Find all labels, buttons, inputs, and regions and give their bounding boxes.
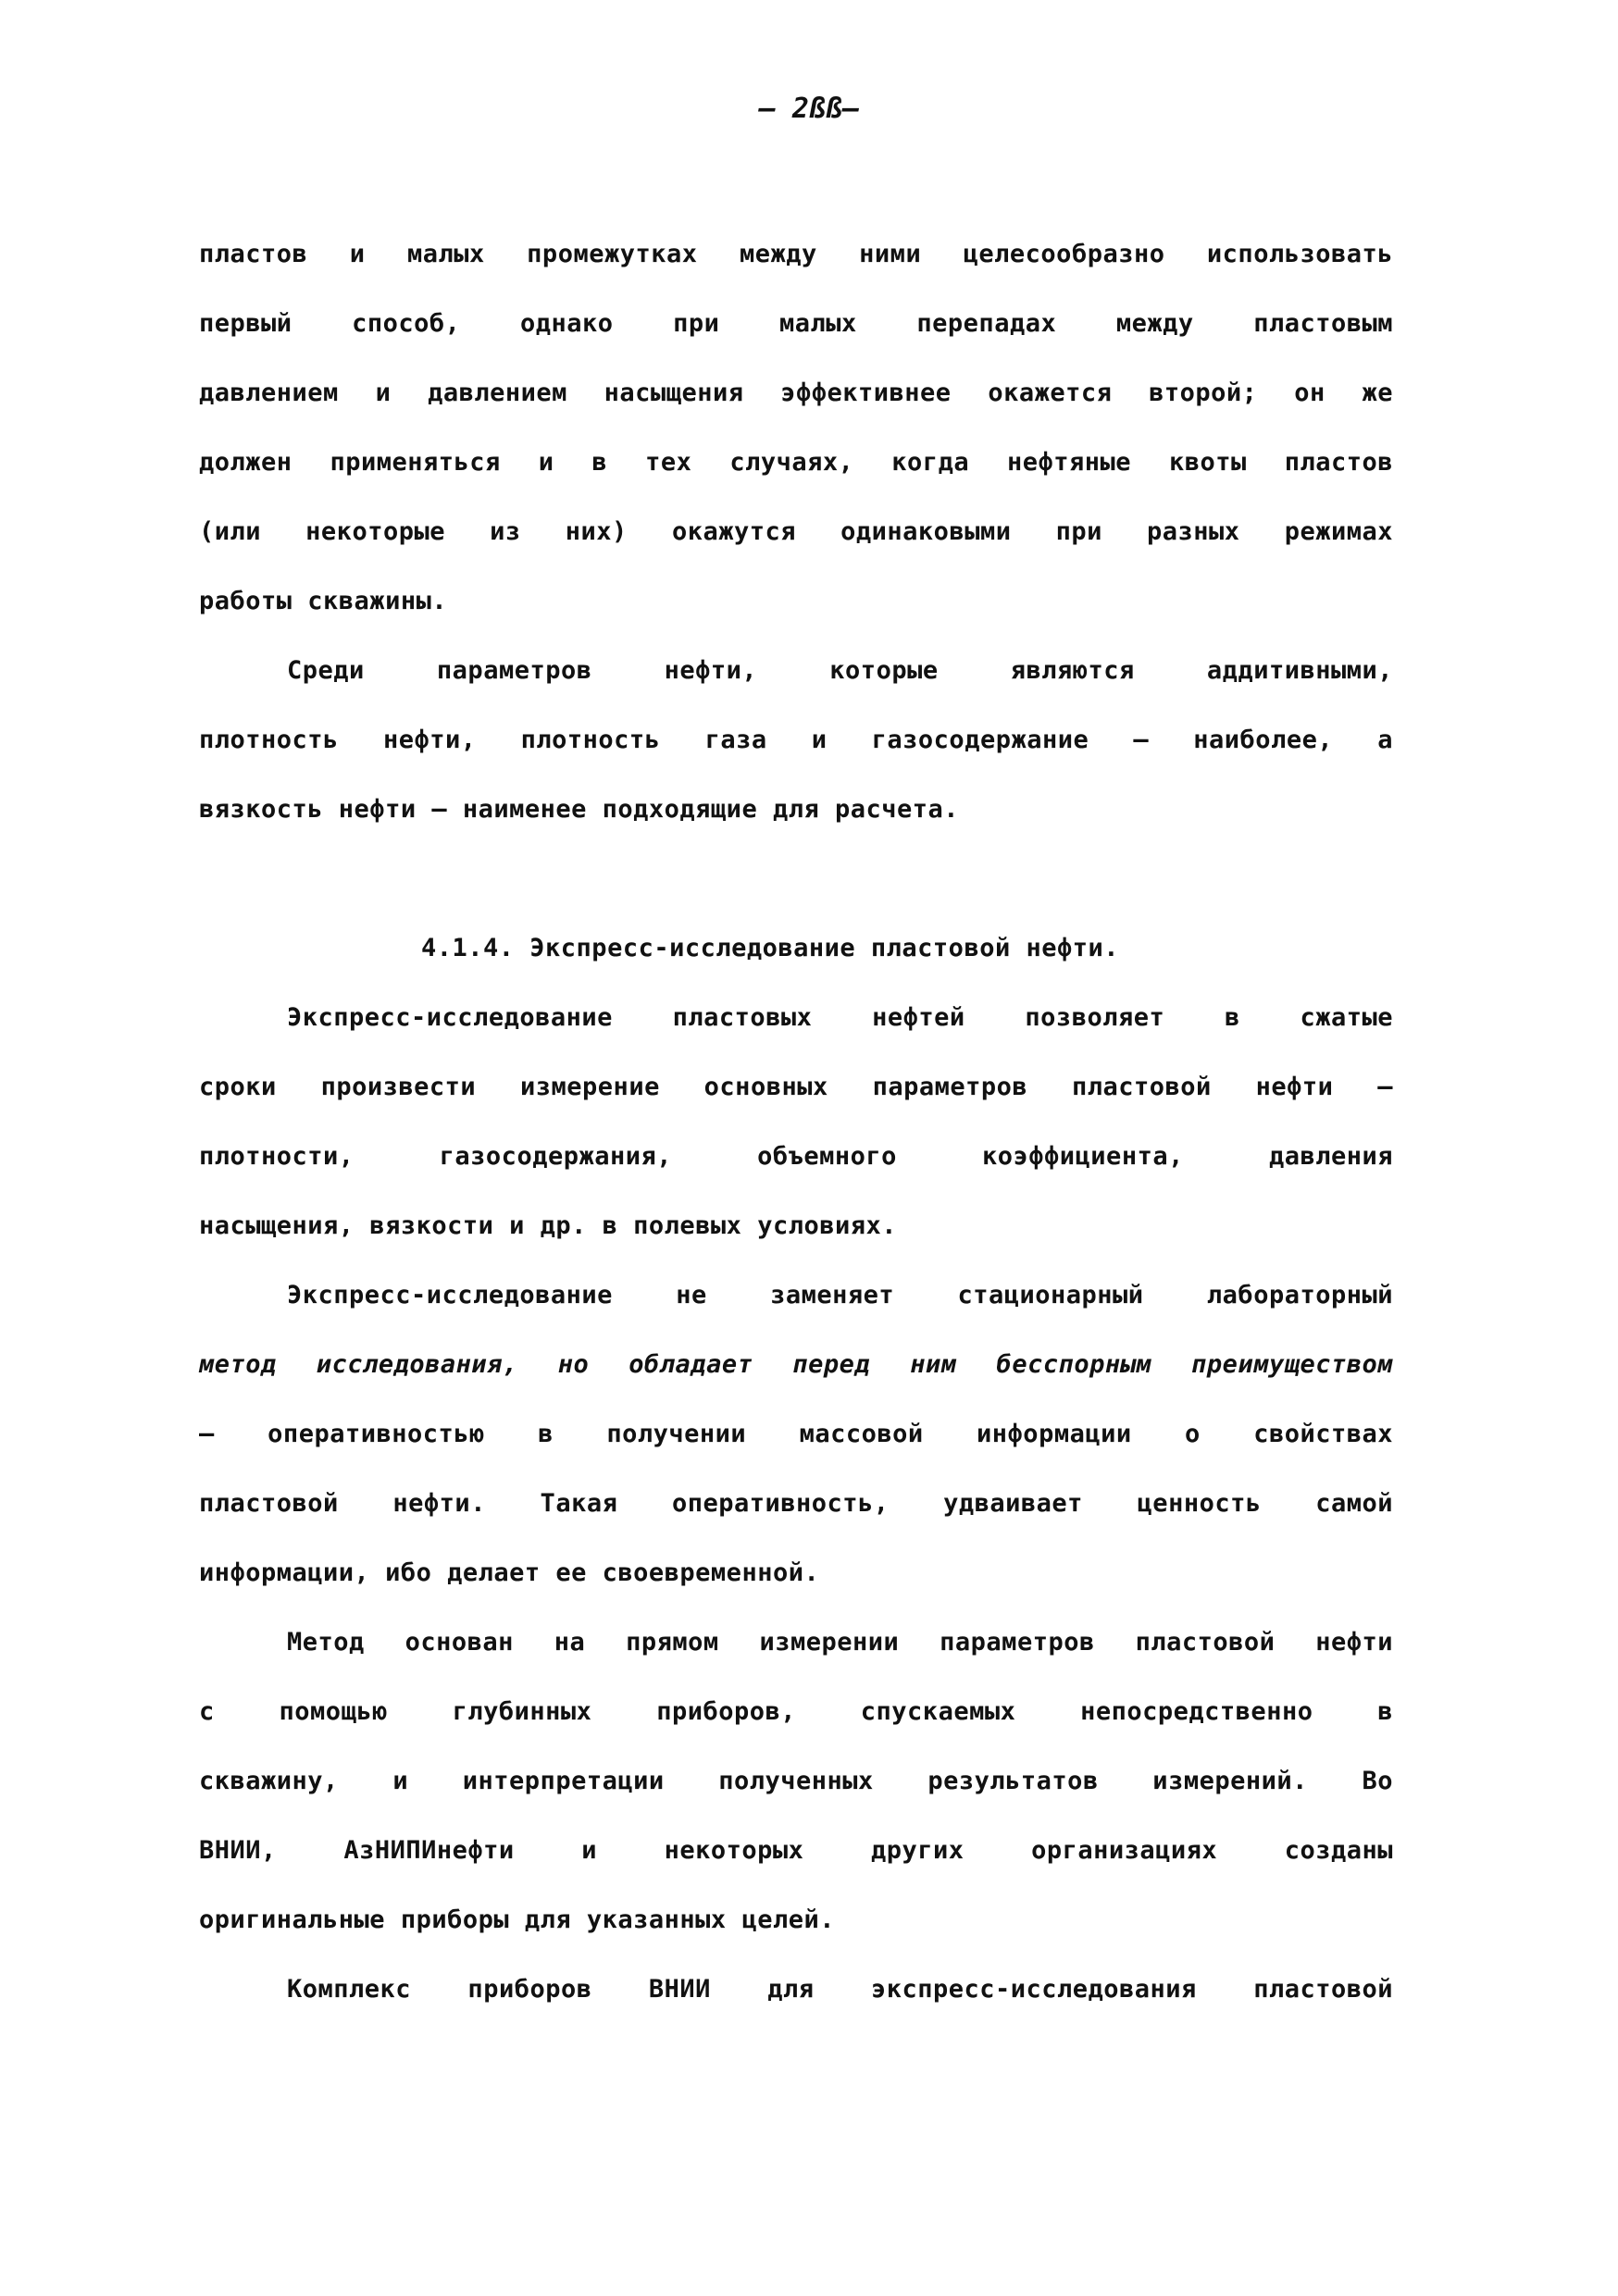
section-heading: 4.1.4. Экспресс-исследование пластовой нефти. [421, 934, 1119, 962]
text-line: пластов и малых промежутках между ними целесообразно использовать [199, 240, 1393, 268]
text-line: вязкость нефти – наименее подходящие для расчета. [199, 795, 960, 824]
text-line: давлением и давлением насыщения эффективнее окажется второй; он же [199, 379, 1393, 407]
text-line: плотности, газосодержания, объемного коэффициента, давления [199, 1142, 1393, 1171]
text-line: ВНИИ, АзНИПИнефти и некоторых других организациях созданы [199, 1836, 1393, 1865]
text-line: с помощью глубинных приборов, спускаемых непосредственно в [199, 1697, 1393, 1726]
text-line: Среди параметров нефти, которые являются аддитивными, [287, 656, 1393, 685]
text-line: пластовой нефти. Такая оперативность, удваивает ценность самой [199, 1489, 1393, 1518]
text-line: информации, ибо делает ее своевременной. [199, 1558, 820, 1587]
text-line: Экспресс-исследование не заменяет стационарный лабораторный [287, 1281, 1393, 1309]
text-line: первый способ, однако при малых перепадах между пластовым [199, 309, 1393, 338]
text-line: насыщения, вязкости и др. в полевых условиях. [199, 1211, 897, 1240]
text-line: оригинальные приборы для указанных целей. [199, 1905, 835, 1934]
text-line: Метод основан на прямом измерении параметров пластовой нефти [287, 1628, 1393, 1657]
text-line: работы скважины. [199, 587, 448, 615]
page-number: – 2ßß– [758, 93, 860, 125]
text-line: плотность нефти, плотность газа и газосодержание – наиболее, а [199, 726, 1393, 754]
text-line: метод исследования, но обладает перед ним бесспорным преимуществом [199, 1350, 1393, 1379]
text-line: (или некоторые из них) окажутся одинаковыми при разных режимах [199, 517, 1393, 546]
text-line: скважину, и интерпретации полученных результатов измерений. Во [199, 1767, 1393, 1795]
text-line: сроки произвести измерение основных параметров пластовой нефти – [199, 1073, 1393, 1101]
text-line: должен применяться и в тех случаях, когда нефтяные квоты пластов [199, 448, 1393, 477]
text-line: Комплекс приборов ВНИИ для экспресс-исследования пластовой [287, 1975, 1393, 2004]
text-line: – оперативностью в получении массовой информации о свойствах [199, 1420, 1393, 1448]
text-line: Экспресс-исследование пластовых нефтей позволяет в сжатые [287, 1003, 1393, 1032]
